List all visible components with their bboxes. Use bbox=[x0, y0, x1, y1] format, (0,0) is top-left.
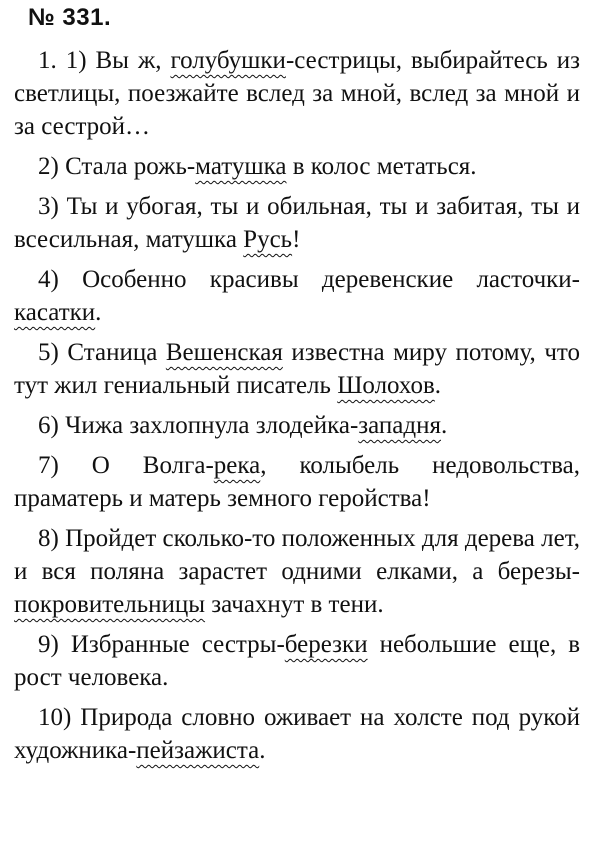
exercise-number: № 331. bbox=[28, 4, 112, 31]
sentence-number: 7) bbox=[38, 452, 59, 479]
sentence-number: 1. 1) bbox=[38, 47, 87, 74]
sentence-number: 4) bbox=[38, 266, 59, 293]
underlined-word: березки bbox=[284, 631, 368, 658]
sentence-7: 7) О Волга-река, колыбель недовольства, праматерь и матерь земного геройства! bbox=[14, 452, 580, 512]
underlined-word: покровительницы bbox=[14, 591, 206, 618]
sentence-number: 9) bbox=[38, 631, 59, 658]
sentence-number: 8) bbox=[38, 525, 59, 552]
sentence-3: 3) Ты и убогая, ты и обильная, ты и забитая, ты и всесильная, матушка Русь! bbox=[14, 193, 580, 253]
underlined-word: касатки bbox=[14, 299, 96, 326]
sentence-number: 3) bbox=[38, 193, 59, 220]
underlined-word: западня bbox=[358, 412, 441, 439]
sentence-9: 9) Избранные сестры-березки небольшие еще, в рост человека. bbox=[14, 631, 581, 691]
underlined-word: Русь bbox=[243, 226, 293, 253]
exercise-body bbox=[14, 44, 580, 774]
underlined-word: река bbox=[213, 452, 261, 479]
sentence-number: 10) bbox=[38, 704, 72, 731]
sentence-number: 6) bbox=[38, 412, 59, 439]
sentence-5: 5) Станица Вешенская известна миру потому, что тут жил гениальный писатель Шолохов. bbox=[14, 339, 581, 399]
underlined-word: голубушки bbox=[170, 47, 286, 74]
underlined-word: пейзажиста bbox=[136, 737, 260, 764]
sentence-4: 4) Особенно красивы деревенские ласточки-касатки. bbox=[14, 266, 580, 326]
sentence-10: 10) Природа словно оживает на холсте под рукой художника-пейзажиста. bbox=[14, 704, 580, 764]
sentence-1: 1. 1) Вы ж, голубушки-сестрицы, выбирайтесь из светлицы, поезжайте вслед за мной, вслед за мной и за сестрой… bbox=[14, 47, 581, 140]
underlined-word: Шолохов bbox=[337, 372, 435, 399]
sentence-2: 2) Стала рожь-матушка в колос метаться. bbox=[38, 153, 477, 180]
sentence-6: 6) Чижа захлопнула злодейка-западня. bbox=[38, 412, 448, 439]
sentence-8: 8) Пройдет сколько-то положенных для дерева лет, и вся поляна зарастет одними елками, а березы-покровительницы зачахнут в тени. bbox=[14, 525, 580, 618]
sentence-number: 2) bbox=[38, 153, 59, 180]
underlined-word: Вешенская bbox=[165, 339, 283, 366]
underlined-word: матушка bbox=[195, 153, 287, 180]
sentence-number: 5) bbox=[38, 339, 59, 366]
